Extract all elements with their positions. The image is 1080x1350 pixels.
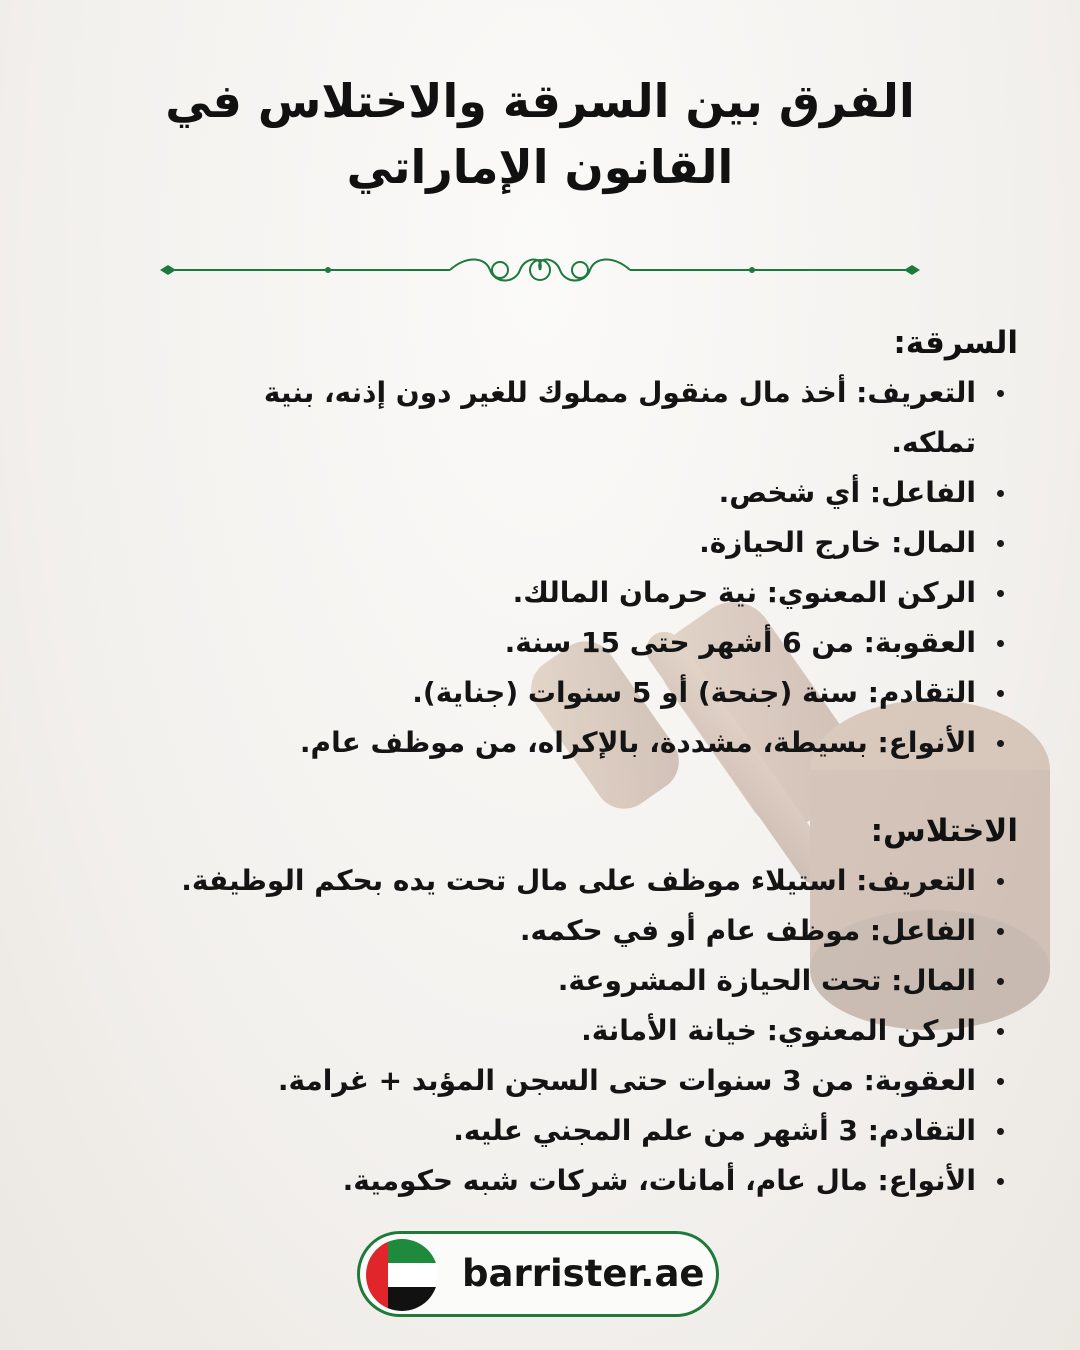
- list-item: الفاعل: موظف عام أو في حكمه.: [181, 906, 994, 956]
- list-item: العقوبة: من 6 أشهر حتى 15 سنة.: [176, 618, 994, 668]
- list-item: التقادم: سنة (جنحة) أو 5 سنوات (جناية).: [176, 668, 994, 718]
- list-item: التعريف: استيلاء موظف على مال تحت يده بحكم الوظيفة.: [181, 856, 994, 906]
- list-item: العقوبة: من 3 سنوات حتى السجن المؤبد + غرامة.: [181, 1056, 994, 1106]
- section-embezzlement: [181, 806, 1018, 1206]
- brand-name[interactable]: barrister.ae: [462, 1252, 705, 1295]
- list-item: الأنواع: بسيطة، مشددة، بالإكراه، من موظف عام.: [176, 718, 994, 768]
- embezzlement-list: [181, 856, 1018, 1206]
- brand-badge[interactable]: [357, 1231, 719, 1317]
- page-title: [140, 68, 940, 200]
- ornament-divider: [160, 248, 920, 292]
- list-item: التعريف: أخذ مال منقول مملوك للغير دون إذنه، بنية تملكه.: [176, 368, 994, 468]
- list-item: المال: خارج الحيازة.: [176, 518, 994, 568]
- title-line-2: القانون الإماراتي: [346, 140, 734, 194]
- list-item: المال: تحت الحيازة المشروعة.: [181, 956, 994, 1006]
- uae-flag-icon: [366, 1239, 438, 1311]
- list-item: الركن المعنوي: خيانة الأمانة.: [181, 1006, 994, 1056]
- list-item: التقادم: 3 أشهر من علم المجني عليه.: [181, 1106, 994, 1156]
- theft-list: [176, 368, 1018, 768]
- section-theft: [176, 318, 1018, 768]
- section-heading: الاختلاس:: [870, 813, 1018, 849]
- list-item: الأنواع: مال عام، أمانات، شركات شبه حكومية.: [181, 1156, 994, 1206]
- title-line-1: الفرق بين السرقة والاختلاس في: [165, 74, 915, 128]
- list-item: الفاعل: أي شخص.: [176, 468, 994, 518]
- section-heading: السرقة:: [893, 325, 1018, 361]
- list-item: الركن المعنوي: نية حرمان المالك.: [176, 568, 994, 618]
